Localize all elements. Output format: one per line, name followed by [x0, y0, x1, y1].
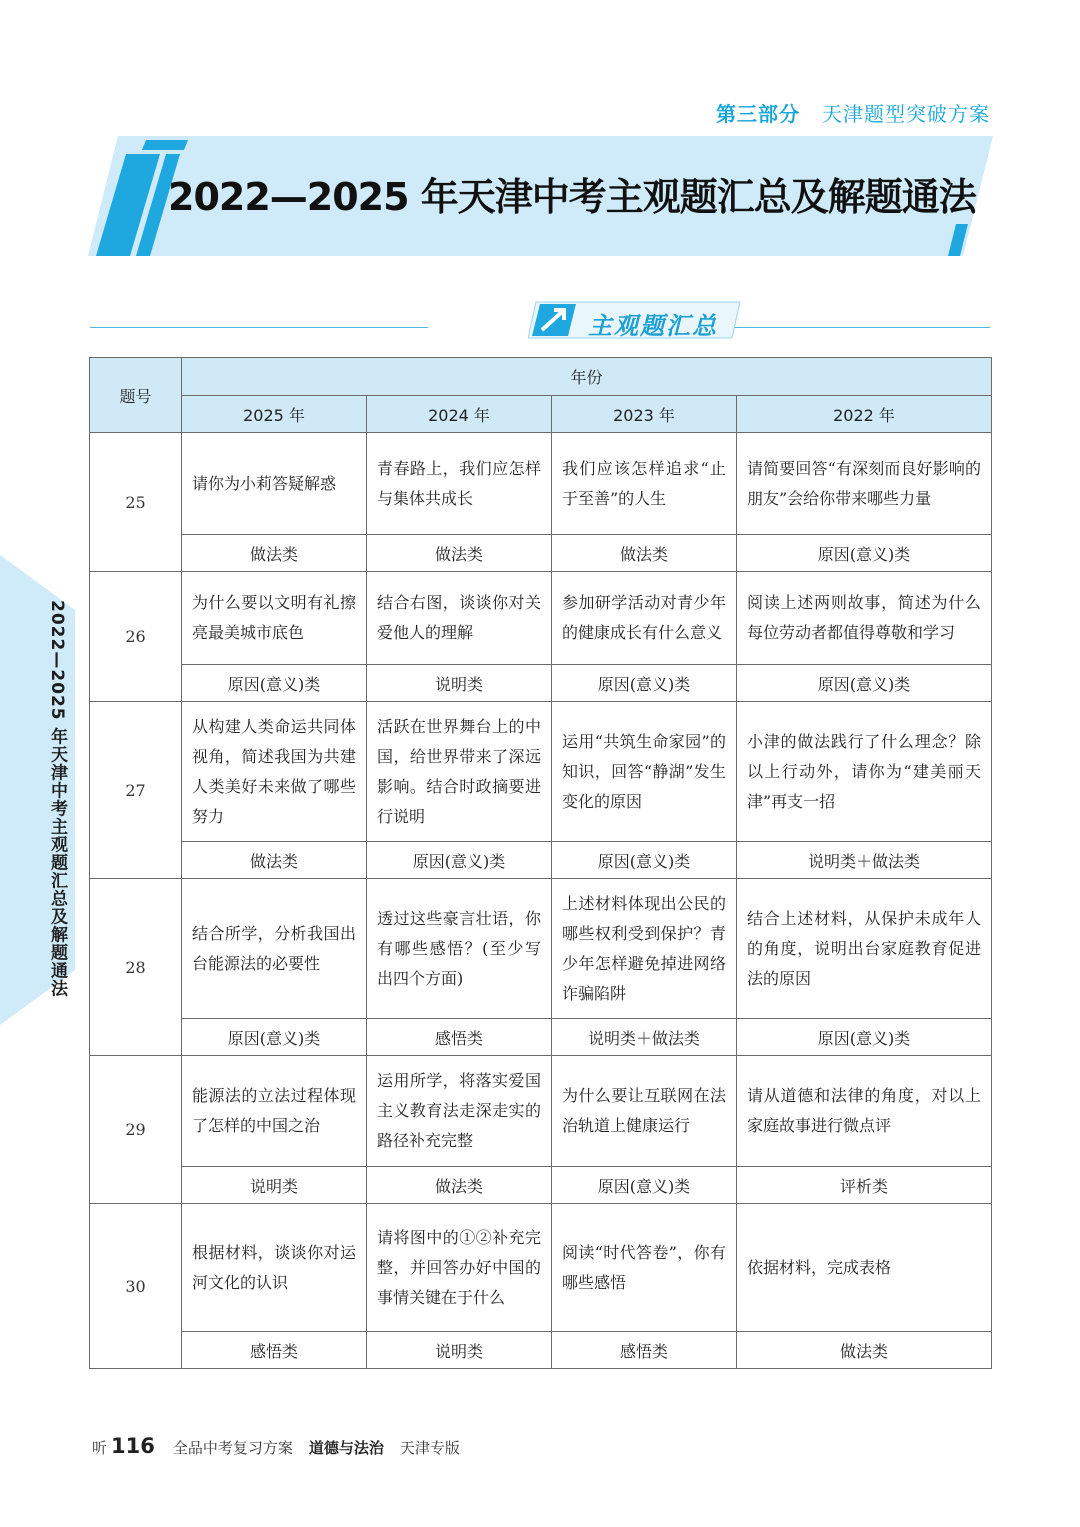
header-year-group: 年份	[182, 358, 992, 396]
question-cell: 青春路上，我们应怎样与集体共成长	[367, 433, 552, 535]
question-number: 28	[90, 879, 182, 1056]
question-cell: 从构建人类命运共同体视角，简述我国为共建人类美好未来做了哪些努力	[182, 702, 367, 842]
part-title: 天津题型突破方案	[822, 102, 990, 126]
question-cell: 依据材料，完成表格	[737, 1204, 992, 1332]
type-cell: 原因(意义)类	[552, 1167, 737, 1204]
question-cell: 运用所学，将落实爱国主义教育法走深走实的路径补充完整	[367, 1056, 552, 1167]
table-row	[90, 433, 992, 535]
table-row	[90, 1204, 992, 1332]
type-row	[90, 1019, 992, 1056]
question-cell: 根据材料，谈谈你对运河文化的认识	[182, 1204, 367, 1332]
table-row	[90, 702, 992, 842]
type-row	[90, 842, 992, 879]
type-cell: 做法类	[367, 1167, 552, 1204]
question-cell: 能源法的立法过程体现了怎样的中国之治	[182, 1056, 367, 1167]
type-row	[90, 1167, 992, 1204]
type-cell: 原因(意义)类	[737, 535, 992, 572]
type-cell: 说明类	[367, 1332, 552, 1369]
type-row	[90, 665, 992, 702]
header-year: 2023 年	[552, 396, 737, 433]
question-cell: 运用“共筑生命家园”的知识，回答“静湖”发生变化的原因	[552, 702, 737, 842]
type-cell: 原因(意义)类	[367, 842, 552, 879]
title-banner	[88, 136, 993, 261]
part-header	[716, 98, 990, 127]
question-number: 27	[90, 702, 182, 879]
type-cell: 做法类	[182, 842, 367, 879]
question-number: 26	[90, 572, 182, 702]
page-number: 116	[111, 1434, 155, 1458]
type-cell: 说明类	[182, 1167, 367, 1204]
type-cell: 说明类＋做法类	[552, 1019, 737, 1056]
question-cell: 请从道德和法律的角度，对以上家庭故事进行微点评	[737, 1056, 992, 1167]
question-cell: 阅读上述两则故事，简述为什么每位劳动者都值得尊敬和学习	[737, 572, 992, 665]
header-year: 2024 年	[367, 396, 552, 433]
side-tab-text: 2022—2025 年天津中考主观题汇总及解题通法	[47, 600, 67, 998]
question-cell: 阅读“时代答卷”，你有哪些感悟	[552, 1204, 737, 1332]
question-cell: 结合上述材料，从保护未成年人的角度，说明出台家庭教育促进法的原因	[737, 879, 992, 1019]
type-cell: 做法类	[367, 535, 552, 572]
summary-table	[89, 357, 992, 1369]
question-cell: 结合右图，谈谈你对关爱他人的理解	[367, 572, 552, 665]
question-cell: 透过这些豪言壮语，你有哪些感悟？(至少写出四个方面)	[367, 879, 552, 1019]
question-cell: 为什么要以文明有礼擦亮最美城市底色	[182, 572, 367, 665]
book-subject: 道德与法治	[308, 1439, 384, 1457]
type-cell: 做法类	[737, 1332, 992, 1369]
header-question-number: 题号	[90, 358, 182, 433]
question-cell: 结合所学，分析我国出台能源法的必要性	[182, 879, 367, 1019]
type-cell: 做法类	[182, 535, 367, 572]
type-cell: 原因(意义)类	[552, 665, 737, 702]
question-cell: 小津的做法践行了什么理念？除以上行动外，请你为“建美丽天津”再支一招	[737, 702, 992, 842]
section-badge	[528, 298, 748, 342]
type-cell: 原因(意义)类	[552, 842, 737, 879]
type-cell: 感悟类	[182, 1332, 367, 1369]
question-cell: 活跃在世界舞台上的中国，给世界带来了深远影响。结合时政摘要进行说明	[367, 702, 552, 842]
question-cell: 我们应该怎样追求“止于至善”的人生	[552, 433, 737, 535]
table-row	[90, 879, 992, 1019]
table-row	[90, 1056, 992, 1167]
question-number: 30	[90, 1204, 182, 1369]
header-year: 2022 年	[737, 396, 992, 433]
header-year: 2025 年	[182, 396, 367, 433]
page-title: 2022—2025 年天津中考主观题汇总及解题通法	[168, 175, 976, 219]
type-cell: 感悟类	[367, 1019, 552, 1056]
question-number: 29	[90, 1056, 182, 1204]
part-label: 第三部分	[716, 102, 800, 126]
question-cell: 请将图中的①②补充完整，并回答办好中国的事情关键在于什么	[367, 1204, 552, 1332]
question-cell: 请简要回答“有深刻而良好影响的朋友”会给你带来哪些力量	[737, 433, 992, 535]
type-cell: 原因(意义)类	[182, 1019, 367, 1056]
type-row	[90, 535, 992, 572]
type-cell: 做法类	[552, 535, 737, 572]
type-cell: 说明类	[367, 665, 552, 702]
type-cell: 原因(意义)类	[182, 665, 367, 702]
type-cell: 评析类	[737, 1167, 992, 1204]
type-cell: 感悟类	[552, 1332, 737, 1369]
section-line-left	[90, 327, 428, 328]
type-cell: 说明类＋做法类	[737, 842, 992, 879]
section-title: 主观题汇总	[588, 312, 718, 340]
question-number: 25	[90, 433, 182, 572]
type-row	[90, 1332, 992, 1369]
type-cell: 原因(意义)类	[737, 1019, 992, 1056]
book-edition: 天津专版	[399, 1439, 460, 1457]
question-cell: 为什么要让互联网在法治轨道上健康运行	[552, 1056, 737, 1167]
listen-icon: 听	[92, 1439, 108, 1457]
table-row	[90, 572, 992, 665]
book-series: 全品中考复习方案	[172, 1439, 293, 1457]
question-cell: 上述材料体现出公民的哪些权利受到保护？青少年怎样避免掉进网络诈骗陷阱	[552, 879, 737, 1019]
section-heading	[90, 298, 990, 344]
question-cell: 参加研学活动对青少年的健康成长有什么意义	[552, 572, 737, 665]
type-cell: 原因(意义)类	[737, 665, 992, 702]
question-cell: 请你为小莉答疑解惑	[182, 433, 367, 535]
page-footer	[92, 1434, 460, 1458]
